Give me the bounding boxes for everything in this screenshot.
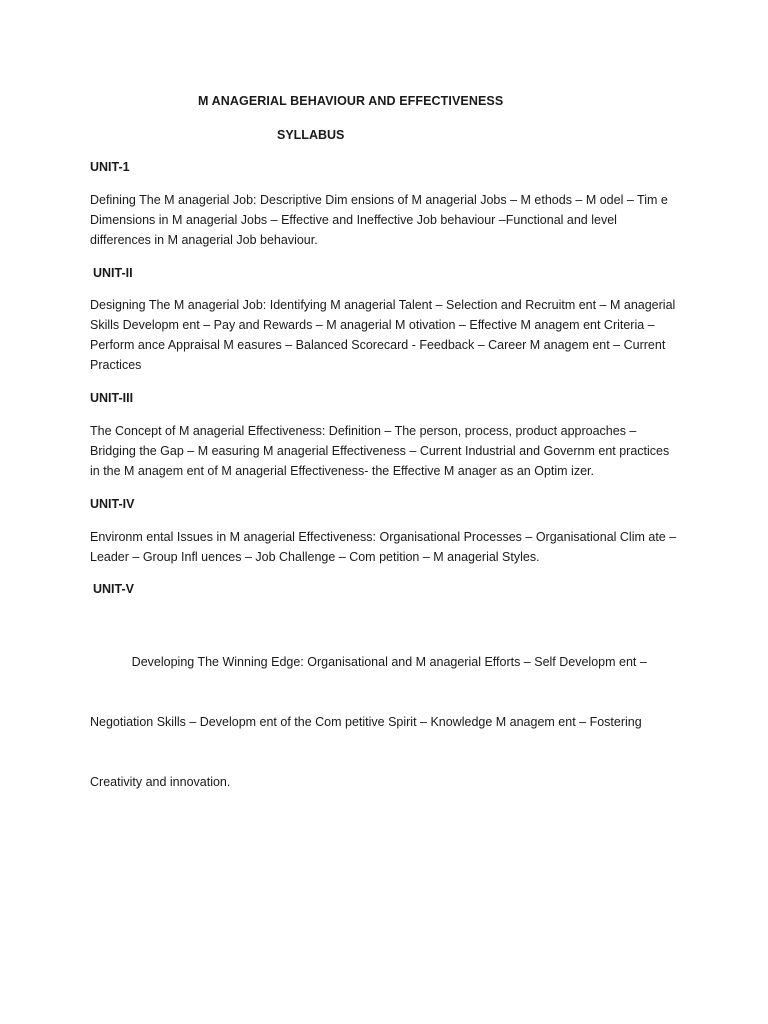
unit-5-heading: UNIT-V — [93, 582, 134, 596]
unit-4-line-1: Environm ental Issues in M anagerial Effectiveness: Organisational Processes – Organisational Clim ate – — [90, 530, 677, 544]
unit-3-line-3: in the M anagem ent of M anagerial Effectiveness- the Effective M anager as an Optim izer. — [90, 464, 594, 478]
unit-5-line-1: Developing The Winning Edge: Organisational and M anagerial Efforts – Self Developm ent – — [90, 655, 647, 669]
unit-2-line-2: Skills Developm ent – Pay and Rewards – M anagerial M otivation – Effective M anagem ent Criteria – — [90, 318, 655, 332]
unit-4-text — [90, 527, 680, 567]
unit-1-line-1: Defining The M anagerial Job: Descriptive Dim ensions of M anagerial Jobs – M ethods – M odel – Tim e — [90, 193, 668, 207]
unit-1-text — [90, 190, 680, 250]
unit-2-line-1: Designing The M anagerial Job: Identifying M anagerial Talent – Selection and Recruitm ent – M anagerial — [90, 298, 676, 312]
unit-5-text — [90, 612, 680, 832]
unit-1-line-2: Dimensions in M anagerial Jobs – Effective and Ineffective Job behaviour –Functional and level — [90, 213, 617, 227]
unit-3-line-1: The Concept of M anagerial Effectiveness: Definition – The person, process, product approaches – — [90, 424, 637, 438]
unit-2-heading: UNIT-II — [93, 266, 133, 280]
unit-4-line-2: Leader – Group Infl uences – Job Challenge – Com petition – M anagerial Styles. — [90, 550, 540, 564]
unit-5-line-3: Creativity and innovation. — [90, 775, 231, 789]
unit-3-text — [90, 421, 680, 481]
document-title: M ANAGERIAL BEHAVIOUR AND EFFECTIVENESS — [198, 94, 504, 108]
unit-4-heading: UNIT-IV — [90, 497, 135, 511]
unit-1-heading: UNIT-1 — [90, 160, 130, 174]
unit-2-text — [90, 295, 680, 375]
unit-3-line-2: Bridging the Gap – M easuring M anagerial Effectiveness – Current Industrial and Governm ent practices — [90, 444, 670, 458]
unit-1-line-3: differences in M anagerial Job behaviour. — [90, 233, 318, 247]
unit-3-heading: UNIT-III — [90, 391, 134, 405]
document-subtitle: SYLLABUS — [277, 128, 345, 142]
unit-5-line-2: Negotiation Skills – Developm ent of the Com petitive Spirit – Knowledge M anagem ent – Fostering — [90, 715, 642, 729]
unit-2-line-3: Perform ance Appraisal M easures – Balanced Scorecard - Feedback – Career M anagem ent – Current — [90, 338, 666, 352]
unit-2-line-4: Practices — [90, 358, 142, 372]
